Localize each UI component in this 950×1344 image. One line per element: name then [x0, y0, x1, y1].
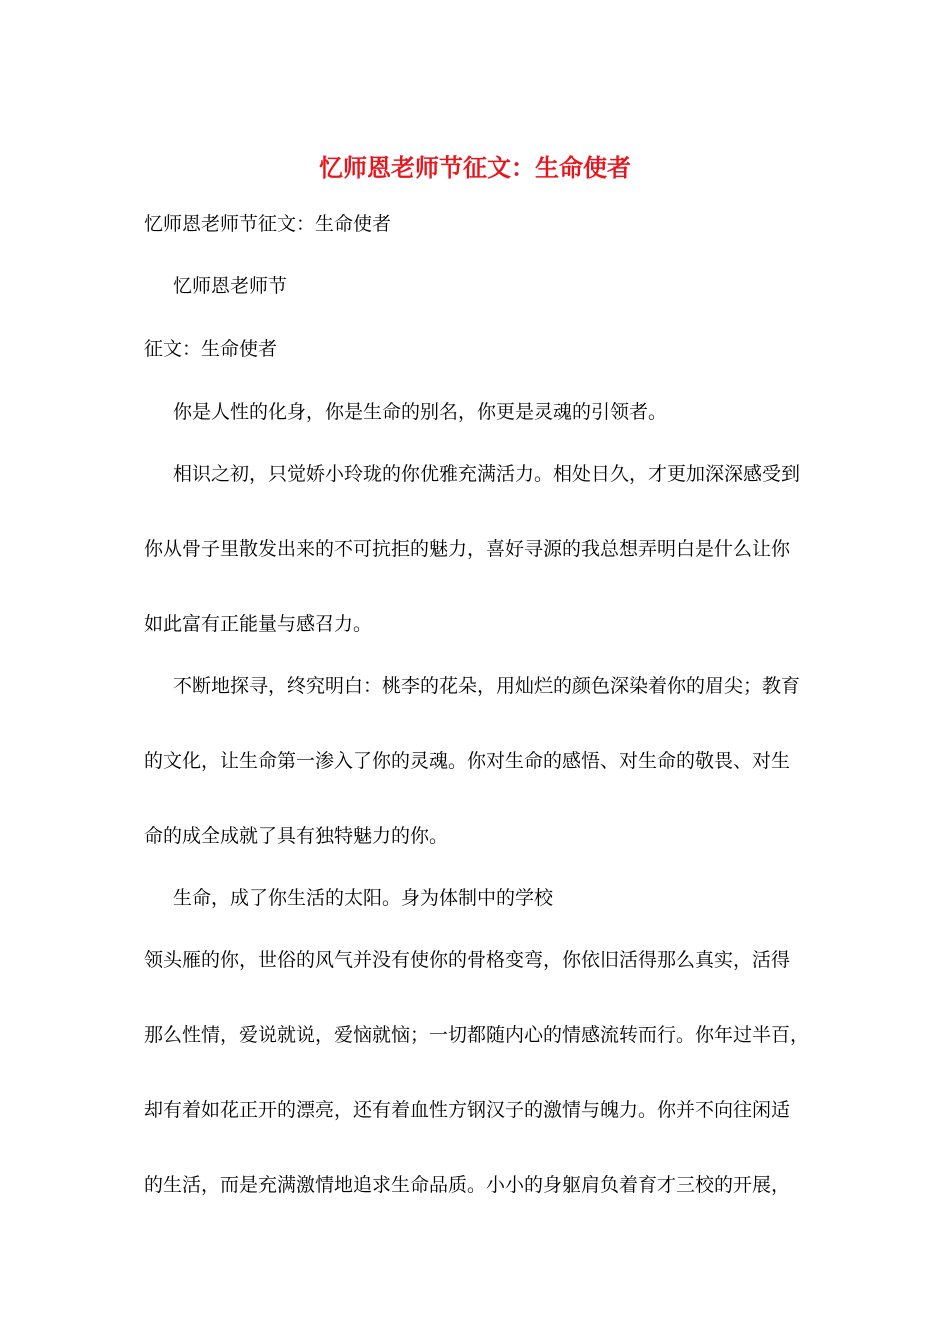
- text-line: 命的成全成就了具有独特魅力的你。: [144, 825, 449, 847]
- text-line: 相识之初，只觉娇小玲珑的你优雅充满活力。相处日久，才更加深深感受到: [173, 463, 801, 485]
- text-line: 领头雁的你，世俗的风气并没有使你的骨格变弯，你依旧活得那么真实，活得: [144, 949, 791, 971]
- text-line: 不断地探寻，终究明白：桃李的花朵，用灿烂的颜色深染着你的眉尖；教育: [173, 675, 801, 697]
- text-line: 忆师恩老师节: [173, 275, 288, 297]
- text-line: 那么性情，爱说就说，爱恼就恼；一切都随内心的情感流转而行。你年过半百，: [144, 1024, 810, 1046]
- text-line: 的文化，让生命第一渗入了你的灵魂。你对生命的感悟、对生命的敬畏、对生: [144, 750, 791, 772]
- text-line: 如此富有正能量与感召力。: [144, 613, 373, 635]
- text-line: 生命，成了你生活的太阳。身为体制中的学校: [173, 887, 554, 909]
- text-line: 忆师恩老师节征文：生命使者: [144, 213, 392, 235]
- text-line: 却有着如花正开的漂亮，还有着血性方钢汉子的激情与魄力。你并不向往闲适: [144, 1099, 791, 1121]
- document-title: 忆师恩老师节征文：生命使者: [319, 153, 631, 182]
- text-line: 你是人性的化身，你是生命的别名，你更是灵魂的引领者。: [173, 401, 668, 423]
- text-line: 的生活，而是充满激情地追求生命品质。小小的身躯肩负着育才三校的开展，: [144, 1174, 791, 1196]
- text-line: 征文：生命使者: [144, 338, 278, 360]
- text-line: 你从骨子里散发出来的不可抗拒的魅力，喜好寻源的我总想弄明白是什么让你: [144, 538, 791, 560]
